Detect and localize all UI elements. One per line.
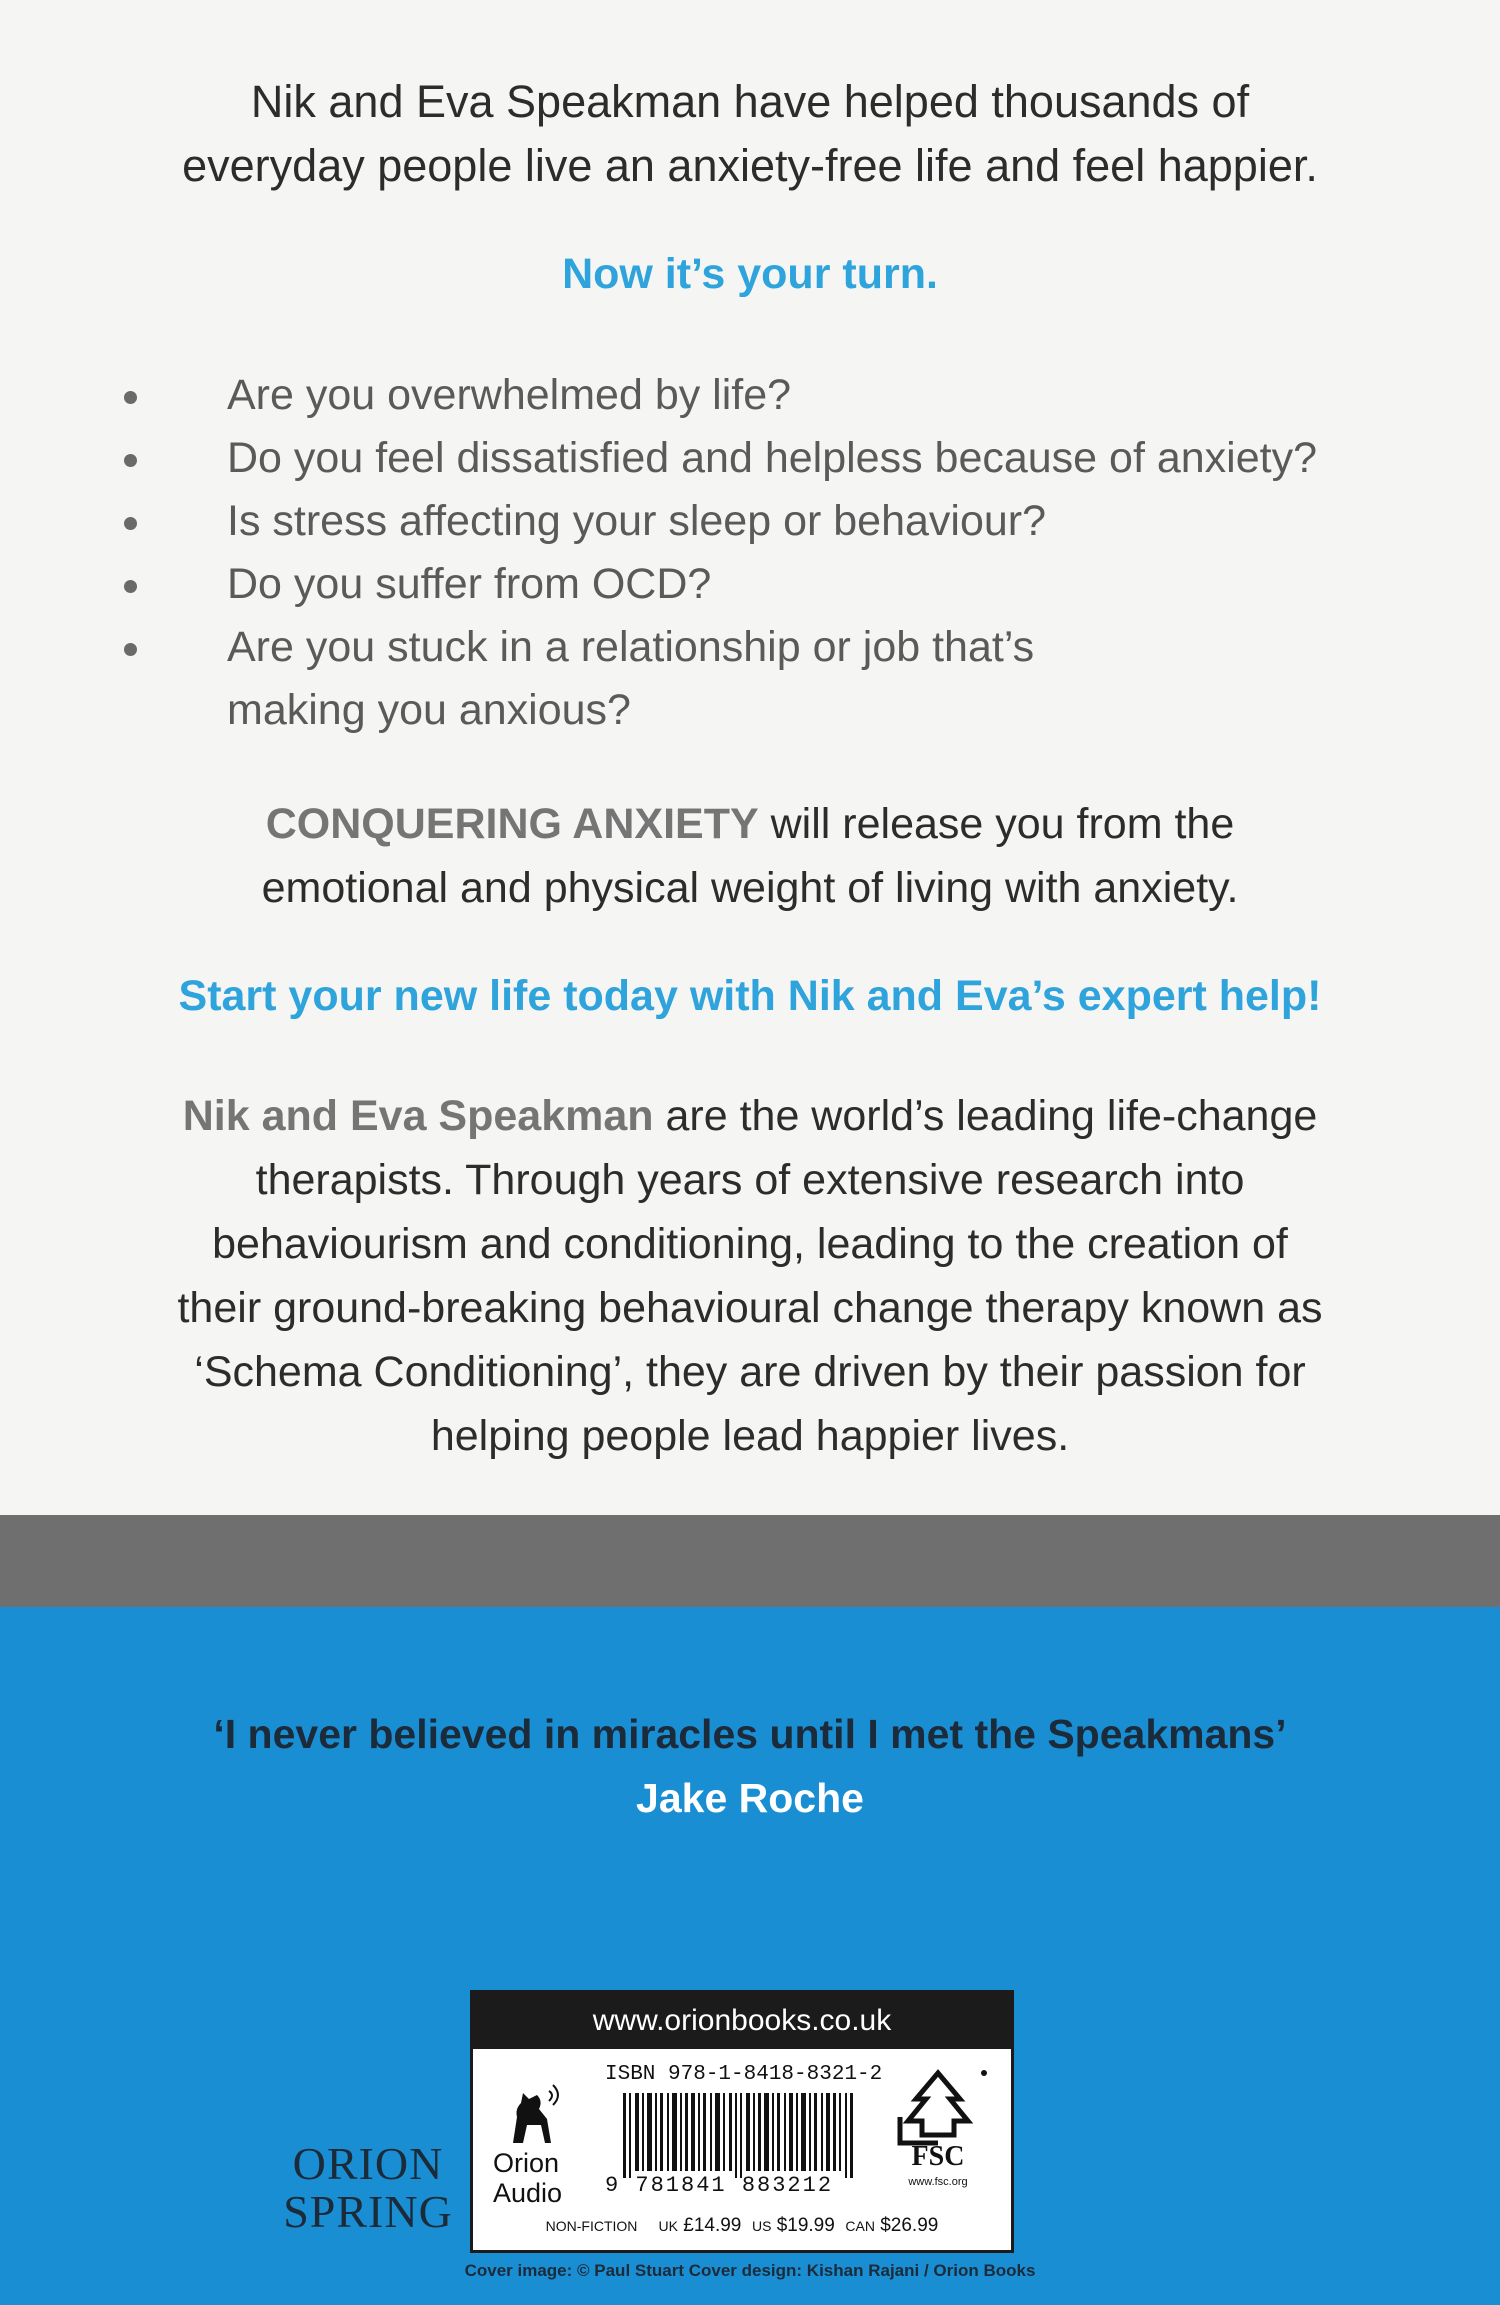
category-label: NON-FICTION [545,2218,638,2234]
endorsement-quote [0,1702,1500,1830]
can-label: CAN [845,2218,875,2234]
bullet-icon [124,580,137,593]
list-item-text: making you anxious? [227,686,631,734]
bio-line: helping people lead happier lives. [430,1412,1070,1460]
author-bio [60,1084,1440,1468]
bullet-icon [124,391,137,404]
barcode-icon [623,2093,853,2178]
list-item-continuation [120,679,1460,742]
list-item-text: Do you feel dissatisfied and helpless because of anxiety? [227,434,1318,482]
isbn-text: ISBN 978-1-8418-8321-2 [605,2063,883,2086]
question-list [120,364,1460,742]
publisher-logo-line: ORION [292,2138,444,2189]
fsc-url: www.fsc.org [908,2176,968,2188]
list-item [120,616,1460,679]
bio-line [60,1084,1440,1148]
uk-price: £14.99 [683,2215,742,2236]
orion-audio-dog-icon [493,2073,573,2153]
list-item-text: Are you stuck in a relationship or job that’s [227,623,1035,671]
website-url: www.orionbooks.co.uk [473,1993,1011,2049]
orion-audio-label [493,2148,562,2208]
turn-heading: Now it’s your turn. [562,250,938,298]
bio-text: are the world’s leading life-change [653,1092,1318,1140]
intro-paragraph [0,70,1500,198]
quote-author: Jake Roche [636,1775,864,1821]
release-line [0,792,1500,856]
list-item-text: Is stress affecting your sleep or behaviour? [227,497,1047,545]
audio-label: Audio [493,2178,563,2208]
bullet-icon [124,454,137,467]
barcode-panel [470,1990,1014,2253]
book-title: CONQUERING ANXIETY [265,800,759,848]
bullet-icon [124,517,137,530]
bio-line: ‘Schema Conditioning’, they are driven by their passion for [194,1348,1306,1396]
intro-line: Nik and Eva Speakman have helped thousands of [250,76,1250,127]
grey-band [0,1515,1500,1607]
list-item-text: Are you overwhelmed by life? [227,371,792,419]
bullet-icon [124,643,137,656]
us-price: $19.99 [776,2215,835,2236]
fsc-label: FSC [911,2141,965,2172]
us-label: US [751,2218,772,2234]
quote-text: ‘I never believed in miracles until I met the Speakmans’ [213,1711,1287,1757]
release-text: will release you from the [758,800,1235,848]
audio-brand: Orion [493,2148,560,2178]
barcode-digits: 9 781841 883212 [605,2173,834,2198]
price-line [473,2215,1011,2237]
call-to-action: Start your new life today with Nik and Eva’s expert help! [178,972,1322,1020]
list-item-text: Do you suffer from OCD? [227,560,712,608]
intro-line: everyday people live an anxiety-free life and feel happier. [182,140,1318,191]
author-names: Nik and Eva Speakman [182,1092,654,1140]
publisher-logo-line: SPRING [283,2186,453,2237]
uk-label: UK [658,2218,678,2234]
release-line: emotional and physical weight of living with anxiety. [261,864,1239,912]
bio-line: their ground-breaking behavioural change therapy known as [177,1284,1323,1332]
list-item [120,553,1460,616]
release-paragraph [0,792,1500,920]
publisher-logo [268,2140,468,2236]
list-item [120,364,1460,427]
list-item [120,427,1460,490]
can-price: $26.99 [880,2215,939,2236]
bio-line: therapists. Through years of extensive research into [255,1156,1245,1204]
bio-line: behaviourism and conditioning, leading to the creation of [212,1220,1288,1268]
list-item [120,490,1460,553]
cover-credits: Cover image: © Paul Stuart Cover design: Kishan Rajani / Orion Books [464,2261,1036,2280]
